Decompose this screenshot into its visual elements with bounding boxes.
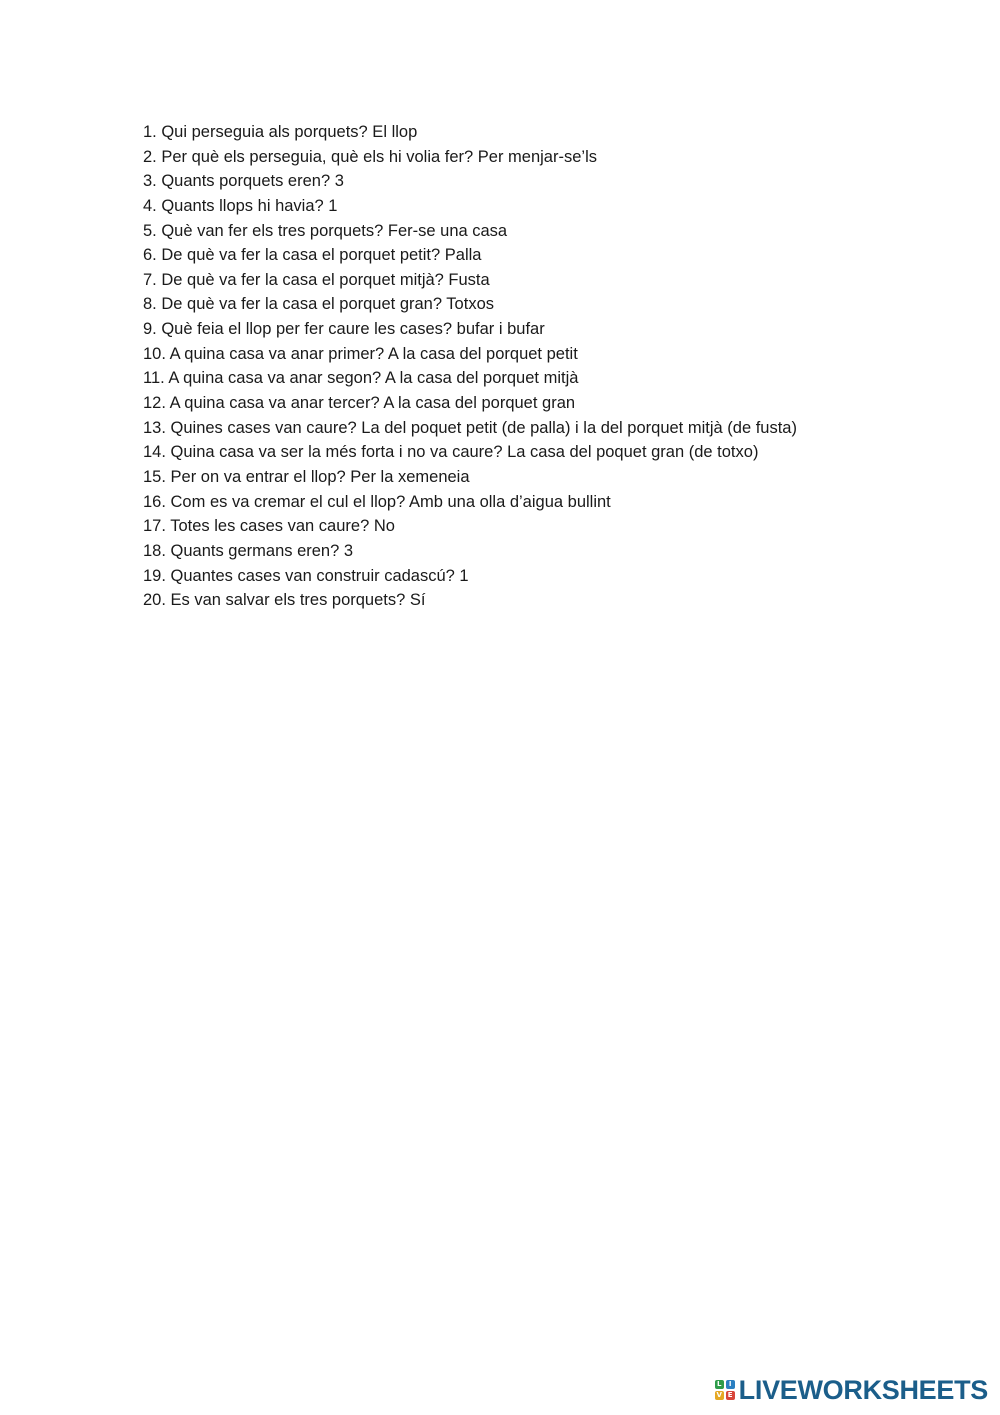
question-answer-list (143, 120, 797, 613)
question-item-20: 20. Es van salvar els tres porquets? Sí (143, 591, 426, 610)
question-item-10: 10. A quina casa va anar primer? A la casa del porquet petit (143, 344, 578, 363)
question-item-14: 14. Quina casa va ser la més forta i no va caure? La casa del poquet gran (de totxo) (143, 443, 759, 462)
liveworksheets-logo (715, 1375, 988, 1405)
question-item-12: 12. A quina casa va anar tercer? A la casa del porquet gran (143, 394, 576, 413)
question-item-2: 2. Per què els perseguia, què els hi volia fer? Per menjar-se’ls (143, 147, 597, 166)
question-item-16: 16. Com es va cremar el cul el llop? Amb una olla d’aigua bullint (143, 492, 611, 511)
liveworksheets-logo-icon (715, 1380, 735, 1400)
question-item-17: 17. Totes les cases van caure? No (143, 517, 395, 536)
question-item-8: 8. De què va fer la casa el porquet gran? Totxos (143, 295, 494, 314)
question-item-11: 11. A quina casa va anar segon? A la casa del porquet mitjà (143, 369, 579, 388)
question-item-9: 9. Què feia el llop per fer caure les cases? bufar i bufar (143, 320, 545, 339)
question-item-13: 13. Quines cases van caure? La del poquet petit (de palla) i la del porquet mitjà (de fusta) (143, 418, 797, 437)
question-item-5: 5. Què van fer els tres porquets? Fer-se una casa (143, 221, 508, 240)
question-item-4: 4. Quants llops hi havia? 1 (143, 196, 338, 215)
logo-mark-v: V (716, 1391, 722, 1399)
question-item-3: 3. Quants porquets eren? 3 (143, 172, 344, 191)
question-item-1: 1. Qui perseguia als porquets? El llop (143, 123, 418, 141)
logo-mark-i: I (726, 1380, 735, 1389)
question-item-19: 19. Quantes cases van construir cadascú? 1 (143, 566, 469, 585)
liveworksheets-logo-text: LIVEWORKSHEETS (738, 1375, 988, 1405)
question-item-6: 6. De què va fer la casa el porquet petit? Palla (143, 246, 482, 265)
question-item-15: 15. Per on va entrar el llop? Per la xemeneia (143, 467, 470, 486)
logo-mark-l: L (715, 1380, 724, 1389)
question-item-7: 7. De què va fer la casa el porquet mitjà? Fusta (143, 270, 490, 289)
logo-mark-e: E (726, 1391, 735, 1400)
question-item-18: 18. Quants germans eren? 3 (143, 541, 354, 560)
